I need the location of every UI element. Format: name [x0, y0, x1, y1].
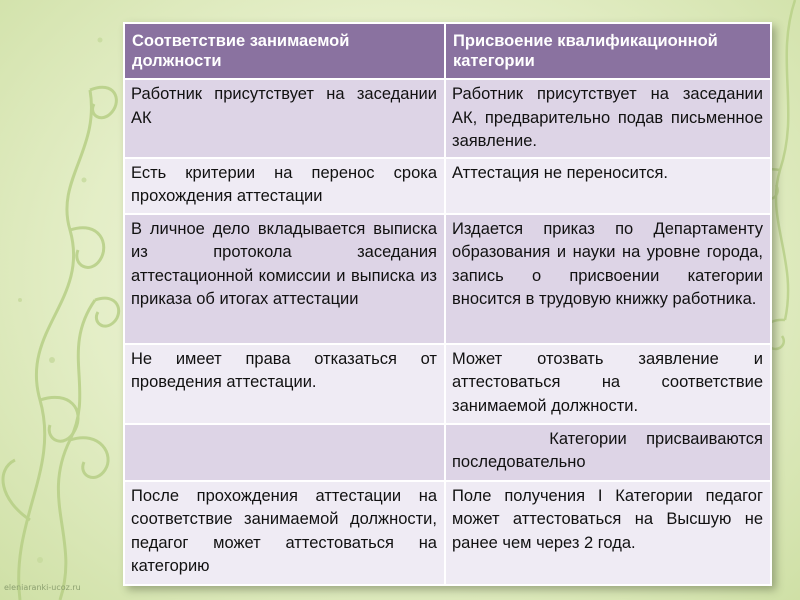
table-cell: Аттестация не переносится.	[446, 159, 770, 215]
table-cell-empty	[125, 425, 446, 482]
table-cell: Издается приказ по Департаменту образования и науки на уровне города, запись о присвоении категории вносится в трудовую книжку работника.	[446, 215, 770, 345]
header-position-compliance: Соответствие занимаемой должности	[125, 24, 446, 80]
table-cell: Есть критерии на перенос срока прохождения аттестации	[125, 159, 446, 215]
table-cell: Работник присутствует на заседании АК, предварительно подав письменное заявление.	[446, 80, 770, 159]
table-row	[125, 215, 770, 345]
header-row	[125, 24, 770, 80]
table-row	[125, 345, 770, 425]
table-cell: Поле получения I Категории педагог может аттестоваться на Высшую не ранее чем через 2 года.	[446, 482, 770, 584]
table-row	[125, 482, 770, 584]
table-cell: Не имеет права отказаться от проведения аттестации.	[125, 345, 446, 425]
comparison-table	[123, 22, 772, 586]
table-row	[125, 159, 770, 215]
table-row	[125, 80, 770, 159]
header-qualification-category: Присвоение квалификационной категории	[446, 24, 770, 80]
table-cell: Категории присваиваются последовательно	[446, 425, 770, 482]
table-cell: Может отозвать заявление и аттестоваться на соответствие занимаемой должности.	[446, 345, 770, 425]
table-cell: В личное дело вкладывается выписка из протокола заседания аттестационной комиссии и выписка из приказа об итогах аттестации	[125, 215, 446, 345]
table-row	[125, 425, 770, 482]
table-cell: После прохождения аттестации на соответствие занимаемой должности, педагог может аттестоваться на категорию	[125, 482, 446, 584]
watermark-text: eleniaranki-ucoz.ru	[4, 583, 81, 592]
table-cell: Работник присутствует на заседании АК	[125, 80, 446, 159]
decorative-swirl-left	[0, 0, 130, 600]
